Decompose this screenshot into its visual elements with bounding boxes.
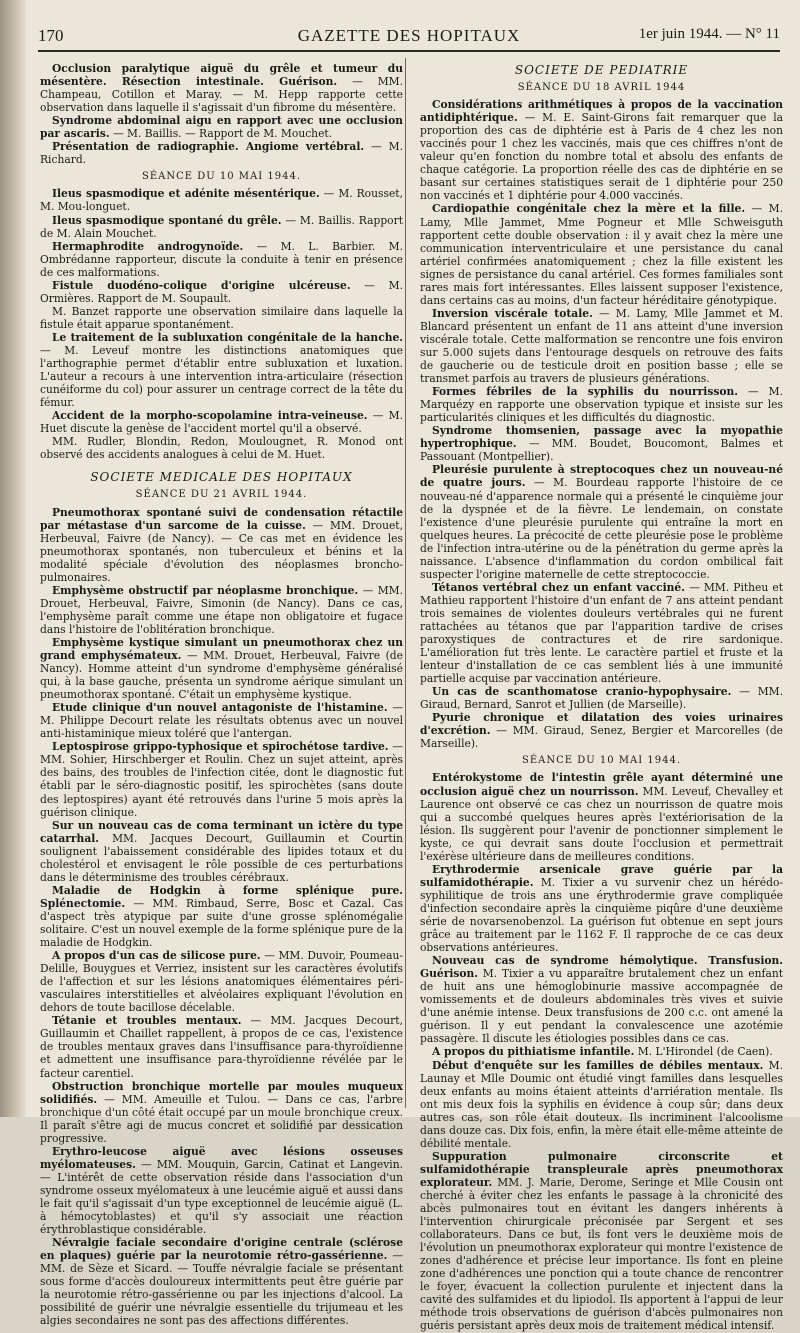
left-column [40, 62, 404, 1328]
article-paragraph: A propos d'un cas de silicose pure. — MM. Duvoir, Poumeau-Delille, Bouygues et Verriez, insistent sur les caractères évolutifs de l'affection et sur les lésions anatomiques élémentaires péri-vasculaires interstitielles et alvéolaires expliquant l'évolution en dehors de toute bacillose décelable. [40, 949, 403, 1015]
running-header [38, 20, 780, 52]
article-paragraph: Leptospirose grippo-typhosique et spirochétose tardive. — MM. Sohier, Hirschberger et Roulin. Chez un sujet atteint, après des bains, des troubles de l'infection citée, dont le diagnostic fut établi par le séro-diagnostic positif, les spirochètes (sans doute des leptospires) ayant été retrouvés dans l'urine 5 mois après la guérison clinique. [40, 740, 403, 819]
article-paragraph: Suppuration pulmonaire circonscrite et sulfamidothérapie transpleurale après pneumothorax explorateur. MM. J. Marie, Derome, Seringe et Mlle Cousin ont cherché à éviter chez les enfants le passage à la chronicité des abcès pulmonaires tout en évitant les dangers inhérents à l'intervention chirurgicale préconisée par Sergent et ses collaborateurs. Dans ce but, ils font vers le deuxième mois de l'évolution un pneumothorax explorateur qui montre l'existence de zones d'adhérence et précise leur importance. Ils font en pleine zone d'adhérences une ponction qui a toute chance de rencontrer le foyer, évacuent la collection purulente et injectent dans la cavité des sulfamides et du lipiodol. Ils apportent à l'appui de leur méthode trois observations de guérison d'abcès pulmonaires non guéris persistant après deux mois de traitement médical intensif. [420, 1149, 783, 1333]
article-paragraph: Inversion viscérale totale. — M. Lamy, Mlle Jammet et M. Blancard présentent un enfant de 11 ans atteint d'une inversion viscérale totale. Cette malformation se rencontre une fois environ sur 5.000 sujets dans l'entourage desquels on retrouve des faits de gaucherie ou de testicule droit en position basse ; elle se transmet parfois au travers de plusieurs générations. [420, 306, 783, 386]
article-paragraph: Pyurie chronique et dilatation des voies urinaires d'excrétion. — MM. Giraud, Senez, Bergier et Marcorelles (de Marseille). [420, 711, 783, 751]
article-paragraph: Etude clinique d'un nouvel antagoniste de l'histamine. — M. Philippe Decourt relate les résultats obtenus avec un nouvel anti-histaminique mieux toléré que l'antergan. [40, 701, 403, 741]
article-paragraph: Pneumothorax spontané suivi de condensation rétactile par métastase d'un sarcome de la cuisse. — MM. Drouet, Herbeuval, Faivre (de Nancy). — Ce cas met en évidence les pneumothorax spontanés, non tuberculeux et bénins et la modalité spéciale d'évolution des néoplasmes broncho-pulmonaires. [40, 505, 403, 584]
society-heading: SOCIETE DE PEDIATRIE [514, 63, 689, 77]
article-paragraph: M. Banzet rapporte une observation similaire dans laquelle la fistule était apparue spontanément. [40, 304, 403, 331]
article-paragraph: MM. Rudler, Blondin, Redon, Moulougnet, R. Monod ont observé des accidents analogues à celui de M. Huet. [40, 435, 403, 462]
article-paragraph: Nouveau cas de syndrome hémolytique. Transfusion. Guérison. M. Tixier a vu apparaître brutalement chez un enfant de huit ans une hémoglobinurie massive accompagnée de vomissements et de douleurs abdominales très vives et suivie d'une anémie intense. Deux transfusions de 200 c.c. ont amené la guérison. Il y eut pendant la convalescence une azotémie passagère. Il discute les étiologies possibles dans ce cas. [420, 954, 783, 1046]
article-paragraph: Tétanos vertébral chez un enfant vacciné. — MM. Pitheu et Mathieu rapportent l'histoire d'un enfant de 7 ans atteint pendant trois semaines de violentes douleurs vertébrales qui ne furent rattachées au tétanos que par l'apparition tardive de crises paroxystiques de contractures et de rire sardonique. L'amélioration fut très lente. Le caractère partiel et fruste et la lenteur d'installation de ce cas semblent liés à une immunité partielle acquise par vaccination antérieure. [420, 580, 783, 686]
column-divider [405, 58, 406, 1108]
article-paragraph: Accident de la morpho-scopolamine intra-veineuse. — M. Huet discute la genèse de l'accident mortel qu'il a observé. [40, 409, 403, 436]
article-paragraph: A propos du pithiatisme infantile. M. L'Hirondel (de Caen). [432, 1045, 773, 1059]
issue-date: 1er juin 1944. — N° 11 [638, 26, 780, 42]
page-number: 170 [38, 26, 64, 45]
article-paragraph: Erythro-leucose aiguë avec lésions osseuses myélomateuses. — MM. Mouquin, Garcin, Catinat et Langevin. — L'intérêt de cette observation réside dans l'association d'un syndrome osseux myélomateux à une leucémie aiguë et aussi dans le fait qu'il s'agissait d'un type exceptionnel de leucémie aiguë (L. à hémocytoblastes) et qu'il s'y associait une réaction érythroblastique considérable. [40, 1144, 403, 1237]
session-date: SÉANCE DU 10 MAI 1944. [522, 755, 681, 767]
article-paragraph: Cardiopathie congénitale chez la mère et la fille. — M. Lamy, Mlle Jammet, Mme Pogneur et Mlle Schweisguth rapportent cette double observation : il y avait chez la mère une communication interventriculaire et une persistance du canal artériel confirmées anatomiquement ; chez la fille existent les signes de persistance du canal artériel. Ces formes familiales sont rares mais fort intéressantes. Elles laissent supposer l'existence, dans certains cas au moins, d'un facteur héréditaire génotypique. [420, 202, 783, 307]
article-paragraph: Maladie de Hodgkin à forme splénique pure. Splénectomie. — MM. Rimbaud, Serre, Bosc et Cazal. Cas d'aspect très atypique par suite d'une grosse splénomégalie solitaire. C'est un nouvel exemple de la forme splénique pure de la maladie de Hodgkin. [40, 883, 403, 950]
article-paragraph: Considérations arithmétiques à propos de la vaccination antidiphtérique. — M. E. Saint-Girons fait remarquer que la proportion des cas de diphtérie est à Paris de 4 chez les non vaccinés pour 1 chez les vaccinés, mais que ces chiffres n'ont de valeur qu'en fonction du nombre total et absolu des enfants de chaque catégorie. La proportion réelle des cas de diphtérie en se basant sur certaines statistiques serait de 1 diphtérie pour 250 non vaccinés et 1 diphtérie pour 4.000 vaccinés. [420, 98, 783, 203]
article-paragraph: Erythrodermie arsenicale grave guérie par la sulfamidothérapie. M. Tixier a vu survenir chez un hérédo-syphilitique de trois ans une érythrodermie grave compliquée d'infection secondaire après la cinquième piqûre d'une deuxième série de novarsenobenzol. La guérison fut obtenue en sept jours grâce au traitement par le 1162 F. Il rapproche de ce cas deux observations antérieures. [420, 862, 783, 955]
session-date: SÉANCE DU 10 MAI 1944. [142, 171, 301, 183]
article-paragraph: Un cas de scanthomatose cranio-hypophysaire. — MM. Giraud, Bernard, Sanrot et Jullien (de Marseille). [420, 685, 784, 712]
article-paragraph: Sur un nouveau cas de coma terminant un ictère du type catarrhal. MM. Jacques Decourt, Guillaumin et Courtin soulignent l'abaissement considérable des lipides totaux et du cholestérol et envisagent le rôle possible de ces perturbations dans le déterminisme des troubles cérébraux. [40, 818, 403, 884]
article-paragraph: Hermaphrodite androgynoïde. — M. L. Barbier. M. Ombrédanne rapporteur, discute la conduite à tenir en présence de ces malformations. [40, 239, 403, 279]
article-paragraph: Syndrome abdominal aigu en rapport avec une occlusion par ascaris. — M. Baillis. — Rapport de M. Mouchet. [40, 114, 403, 141]
article-paragraph: Emphysème kystique simulant un pneumothorax chez un grand emphysémateux. — MM. Drouet, Herbeuval, Faivre (de Nancy). Homme atteint d'un syndrome d'emphysème généralisé qui, à la base gauche, présenta un syndrome aérique simulant un pneumothorax spontané. C'était un emphysème kystique. [40, 635, 403, 702]
society-heading: SOCIETE MEDICALE DES HOPITAUX [90, 470, 353, 485]
article-paragraph: Entérokystome de l'intestin grêle ayant déterminé une occlusion aiguë chez un nourrisson. MM. Leveuf, Chevalley et Laurence ont observé ce cas chez un nourrisson de quatre mois qui a succombé quelques heures après l'extériorisation de la lésion. Ils suggèrent pour l'avenir de ponctionner simplement le kyste, ce qui devrait sans doute l'occlusion et permettrait l'exérèse ultérieure dans de meilleures conditions. [420, 771, 783, 863]
article-paragraph: Début d'enquête sur les familles de débiles mentaux. M. Launay et Mlle Doumic ont étudié vingt familles dans lesquelles deux enfants au moins étaient atteints d'arriération mentale. Ils ont mis deux fois la syphilis en évidence à coup sûr; dans deux autres cas, son rôle était douteux. Ils incriminent l'alcoolisme dans douze cas. Dix fois, enfin, la mère était elle-même atteinte de débilité mentale. [420, 1058, 783, 1150]
right-column [420, 62, 784, 1333]
article-paragraph: Formes fébriles de la syphilis du nourrisson. — M. Marquézy en rapporte une observation typique et insiste sur les particularités cliniques et les difficultés du diagnostic. [420, 385, 783, 425]
article-paragraph: Obstruction bronchique mortelle par moules muqueux solidifiés. — MM. Ameuille et Tulou. — Dans ce cas, l'arbre bronchique d'un côté était occupé par un moule bronchique creux. Il paraît s'être agi de mucus concret et solidifié par dessication progressive. [40, 1079, 404, 1145]
page-binding-edge [0, 0, 26, 1117]
session-date: SÉANCE DU 21 AVRIL 1944. [135, 489, 308, 501]
session-date: SÉANCE DU 18 AVRIL 1944 [517, 82, 686, 94]
article-paragraph: Fistule duodéno-colique d'origine ulcéreuse. — M. Ormières. Rapport de M. Soupault. [40, 278, 403, 305]
journal-title: GAZETTE DES HOPITAUX [297, 26, 521, 45]
article-paragraph: Occlusion paralytique aiguë du grêle et tumeur du mésentère. Résection intestinale. Guérison. — MM. Champeau, Cotillon et Maray. — M. Hepp rapporte cette observation dans laquelle il s'agissait d'un fibrome du mésentère. [40, 62, 403, 115]
article-paragraph: Présentation de radiographie. Angiome vertébral. — M. Richard. [40, 140, 403, 167]
article-paragraph: Ileus spasmodique et adénite mésentérique. — M. Rousset, M. Mou-longuet. [40, 187, 403, 214]
article-paragraph: Emphysème obstructif par néoplasme bronchique. — MM. Drouet, Herbeuval, Faivre, Simonin (de Nancy). Dans ce cas, l'emphysème paraît comme une étape non obligatoire et fugace dans l'histoire de l'oblitération bronchique. [40, 583, 403, 636]
article-paragraph: Le traitement de la subluxation congénitale de la hanche. — M. Leveuf montre les distinctions anatomiques que l'arthographie permet d'établir entre subluxation et luxation. L'auteur a recours à une intervention intra-articulaire (résection cunéiforme du col) pour assurer un centrage correct de la tête du fémur. [40, 330, 403, 410]
article-paragraph: Tétanie et troubles mentaux. — MM. Jacques Decourt, Guillaumin et Chaillet rappellent, à propos de ce cas, l'existence de troubles mentaux graves dans l'insuffisance para-thyroïdienne et admettent une insuffisance para-thyroïdienne révélée par le facteur carentiel. [40, 1014, 403, 1080]
article-paragraph: Syndrome thomsenien, passage avec la myopathie hypertrophique. — MM. Boudet, Boucomont, Balmes et Passouant (Montpellier). [420, 424, 783, 464]
article-paragraph: Pleurésie purulente à streptocoques chez un nouveau-né de quatre jours. — M. Bourdeau rapporte l'histoire de ce nouveau-né d'apparence normale qui a présenté le cinquième jour de la dyspnée et de la fièvre. Le lendemain, on constate l'existence d'une pleurésie purulente qui entraîne la mort en quelques heures. La précocité de cette pleurésie pose le problème de l'infection intra-utérine ou de la pénétration du germe après la naissance. L'absence d'inflammation du cordon ombilical fait suspecter l'origine maternelle de cette streptococcie. [420, 463, 783, 581]
article-paragraph: Ileus spasmodique spontané du grêle. — M. Baillis. Rapport de M. Alain Mouchet. [40, 213, 403, 240]
article-paragraph: Névralgie faciale secondaire d'origine centrale (sclérose en plaques) guérie par la neurotomie rétro-gassérienne. — MM. de Sèze et Sicard. — Touffe névralgie faciale se présentant sous forme d'accès douloureux intermittents peut être guérie par la neurotomie rétro-gassérienne ou par les injections d'alcool. La possibilité de guérir une névralgie essentielle du trijumeau et les algies secondaires ne sont pas des affections différentes. [40, 1236, 403, 1328]
